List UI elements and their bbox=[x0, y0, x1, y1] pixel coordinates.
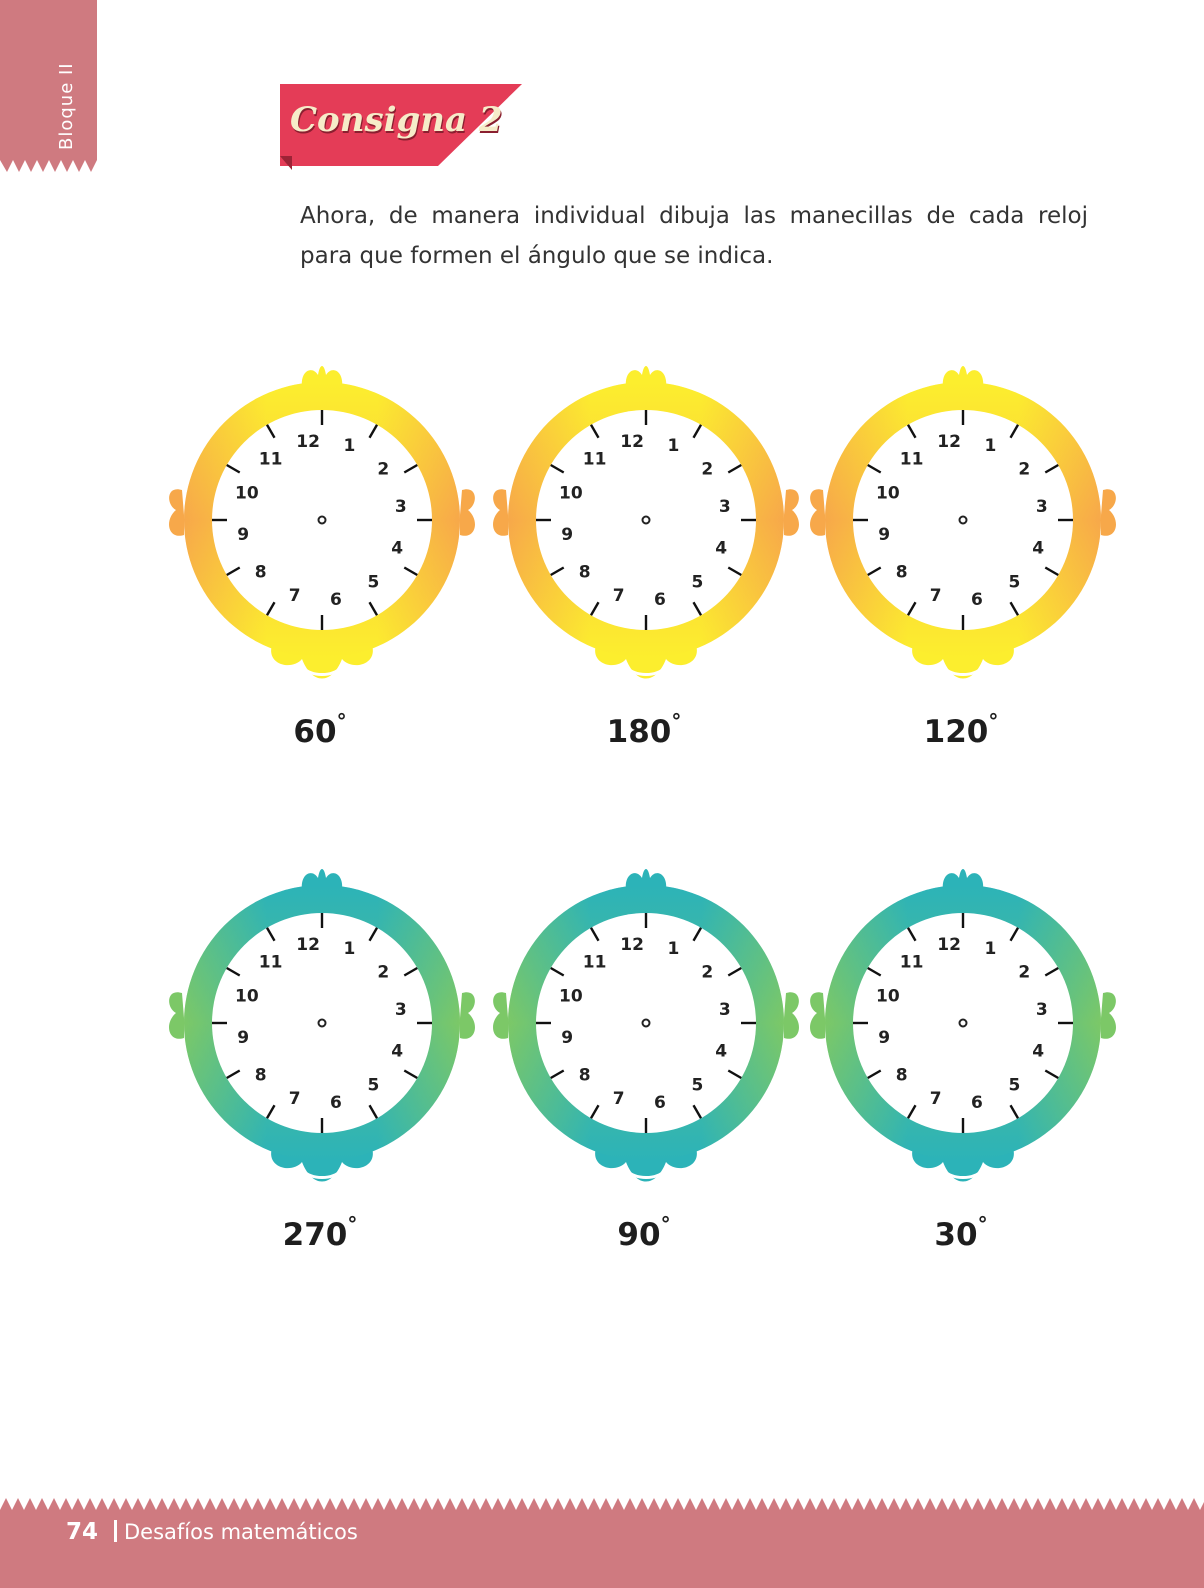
clock-center-dot bbox=[643, 517, 650, 524]
angle-label bbox=[544, 709, 744, 750]
page-number: 74 bbox=[66, 1519, 99, 1545]
clock-number: 6 bbox=[970, 1092, 983, 1113]
clock-number: 2 bbox=[701, 962, 714, 983]
clock-number: 5 bbox=[367, 1075, 380, 1096]
clock-center-dot bbox=[319, 517, 326, 524]
clock-number: 11 bbox=[582, 952, 607, 973]
clock-number: 4 bbox=[391, 538, 404, 559]
clock-center-dot bbox=[960, 517, 967, 524]
clock-number: 5 bbox=[691, 1075, 704, 1096]
clock-number: 1 bbox=[667, 435, 680, 456]
clock-number: 6 bbox=[653, 1092, 666, 1113]
clock-number: 11 bbox=[258, 449, 283, 470]
angle-label bbox=[861, 709, 1061, 750]
clock-number: 1 bbox=[984, 938, 997, 959]
clock-number: 12 bbox=[620, 432, 644, 453]
angle-value: 90 bbox=[617, 1217, 661, 1253]
clock-120-degrees[interactable] bbox=[803, 355, 1123, 695]
clock-number: 2 bbox=[1018, 962, 1031, 983]
clock-number: 7 bbox=[612, 1089, 625, 1110]
degree-symbol: ° bbox=[336, 709, 347, 733]
clock-number: 4 bbox=[1032, 1041, 1045, 1062]
clock-number: 1 bbox=[984, 435, 997, 456]
clock-number: 7 bbox=[612, 586, 625, 607]
degree-symbol: ° bbox=[671, 709, 682, 733]
clock-number: 8 bbox=[578, 562, 591, 583]
clock-number: 6 bbox=[329, 1092, 342, 1113]
clock-center-dot bbox=[960, 1020, 967, 1027]
clock-number: 8 bbox=[254, 1065, 267, 1086]
clock-number: 7 bbox=[288, 1089, 301, 1110]
clock-180-degrees[interactable] bbox=[486, 355, 806, 695]
clock-number: 10 bbox=[558, 986, 583, 1007]
degree-symbol: ° bbox=[347, 1212, 358, 1236]
angle-value: 270 bbox=[282, 1217, 348, 1253]
degree-symbol: ° bbox=[977, 1212, 988, 1236]
clock-number: 3 bbox=[718, 1000, 731, 1021]
degree-symbol: ° bbox=[988, 709, 999, 733]
clock-number: 4 bbox=[1032, 538, 1045, 559]
clock-number: 3 bbox=[718, 497, 731, 518]
clock-number: 3 bbox=[1035, 497, 1048, 518]
footer-separator bbox=[114, 1520, 117, 1542]
angle-value: 120 bbox=[923, 714, 989, 750]
clock-90-degrees[interactable] bbox=[486, 858, 806, 1198]
clock-number: 12 bbox=[937, 935, 961, 956]
clock-number: 12 bbox=[296, 432, 320, 453]
clock-60-degrees[interactable] bbox=[162, 355, 482, 695]
clock-number: 10 bbox=[234, 483, 259, 504]
clock-number: 8 bbox=[578, 1065, 591, 1086]
clock-number: 7 bbox=[929, 1089, 942, 1110]
clock-number: 9 bbox=[561, 1027, 574, 1048]
clock-number: 7 bbox=[929, 586, 942, 607]
consigna-title: Consigna 2 bbox=[290, 100, 503, 140]
clock-270-degrees[interactable] bbox=[162, 858, 482, 1198]
clock-number: 3 bbox=[394, 497, 407, 518]
clock-number: 4 bbox=[391, 1041, 404, 1062]
clock-number: 1 bbox=[667, 938, 680, 959]
angle-label bbox=[220, 1212, 420, 1253]
clock-number: 8 bbox=[895, 562, 908, 583]
instructions-text: Ahora, de manera individual dibuja las manecillas de cada reloj para que formen el ángulo que se indica. bbox=[300, 203, 1088, 269]
clock-number: 1 bbox=[343, 435, 356, 456]
clock-30-degrees[interactable] bbox=[803, 858, 1123, 1198]
clock-number: 11 bbox=[582, 449, 607, 470]
clock-number: 8 bbox=[895, 1065, 908, 1086]
clock-number: 6 bbox=[970, 589, 983, 610]
clock-number: 10 bbox=[875, 986, 900, 1007]
clock-number: 4 bbox=[715, 538, 728, 559]
clock-number: 9 bbox=[237, 1027, 250, 1048]
clock-number: 11 bbox=[258, 952, 283, 973]
clock-number: 3 bbox=[1035, 1000, 1048, 1021]
clock-number: 10 bbox=[234, 986, 259, 1007]
clock-number: 12 bbox=[620, 935, 644, 956]
clock-number: 2 bbox=[701, 459, 714, 480]
clock-center-dot bbox=[643, 1020, 650, 1027]
clock-center-dot bbox=[319, 1020, 326, 1027]
clock-number: 2 bbox=[1018, 459, 1031, 480]
degree-symbol: ° bbox=[660, 1212, 671, 1236]
angle-value: 30 bbox=[934, 1217, 978, 1253]
clock-number: 12 bbox=[937, 432, 961, 453]
clock-number: 2 bbox=[377, 459, 390, 480]
clock-number: 3 bbox=[394, 1000, 407, 1021]
clock-number: 5 bbox=[691, 572, 704, 593]
clock-number: 5 bbox=[1008, 572, 1021, 593]
clock-number: 12 bbox=[296, 935, 320, 956]
clock-number: 6 bbox=[653, 589, 666, 610]
footer-title: Desafíos matemáticos bbox=[124, 1520, 358, 1544]
clock-number: 4 bbox=[715, 1041, 728, 1062]
angle-label bbox=[220, 709, 420, 750]
clock-number: 2 bbox=[377, 962, 390, 983]
clock-number: 1 bbox=[343, 938, 356, 959]
clock-number: 5 bbox=[367, 572, 380, 593]
clock-number: 5 bbox=[1008, 1075, 1021, 1096]
angle-value: 60 bbox=[293, 714, 337, 750]
clock-number: 6 bbox=[329, 589, 342, 610]
clock-number: 8 bbox=[254, 562, 267, 583]
clock-number: 9 bbox=[561, 524, 574, 545]
clock-number: 7 bbox=[288, 586, 301, 607]
clock-number: 9 bbox=[878, 524, 891, 545]
side-tab bbox=[0, 0, 97, 172]
clock-number: 10 bbox=[558, 483, 583, 504]
clock-number: 9 bbox=[878, 1027, 891, 1048]
angle-label bbox=[861, 1212, 1061, 1253]
clock-number: 10 bbox=[875, 483, 900, 504]
block-label: Bloque II bbox=[56, 62, 77, 150]
clock-number: 11 bbox=[899, 449, 924, 470]
angle-label bbox=[544, 1212, 744, 1253]
angle-value: 180 bbox=[606, 714, 672, 750]
clock-number: 11 bbox=[899, 952, 924, 973]
clock-number: 9 bbox=[237, 524, 250, 545]
